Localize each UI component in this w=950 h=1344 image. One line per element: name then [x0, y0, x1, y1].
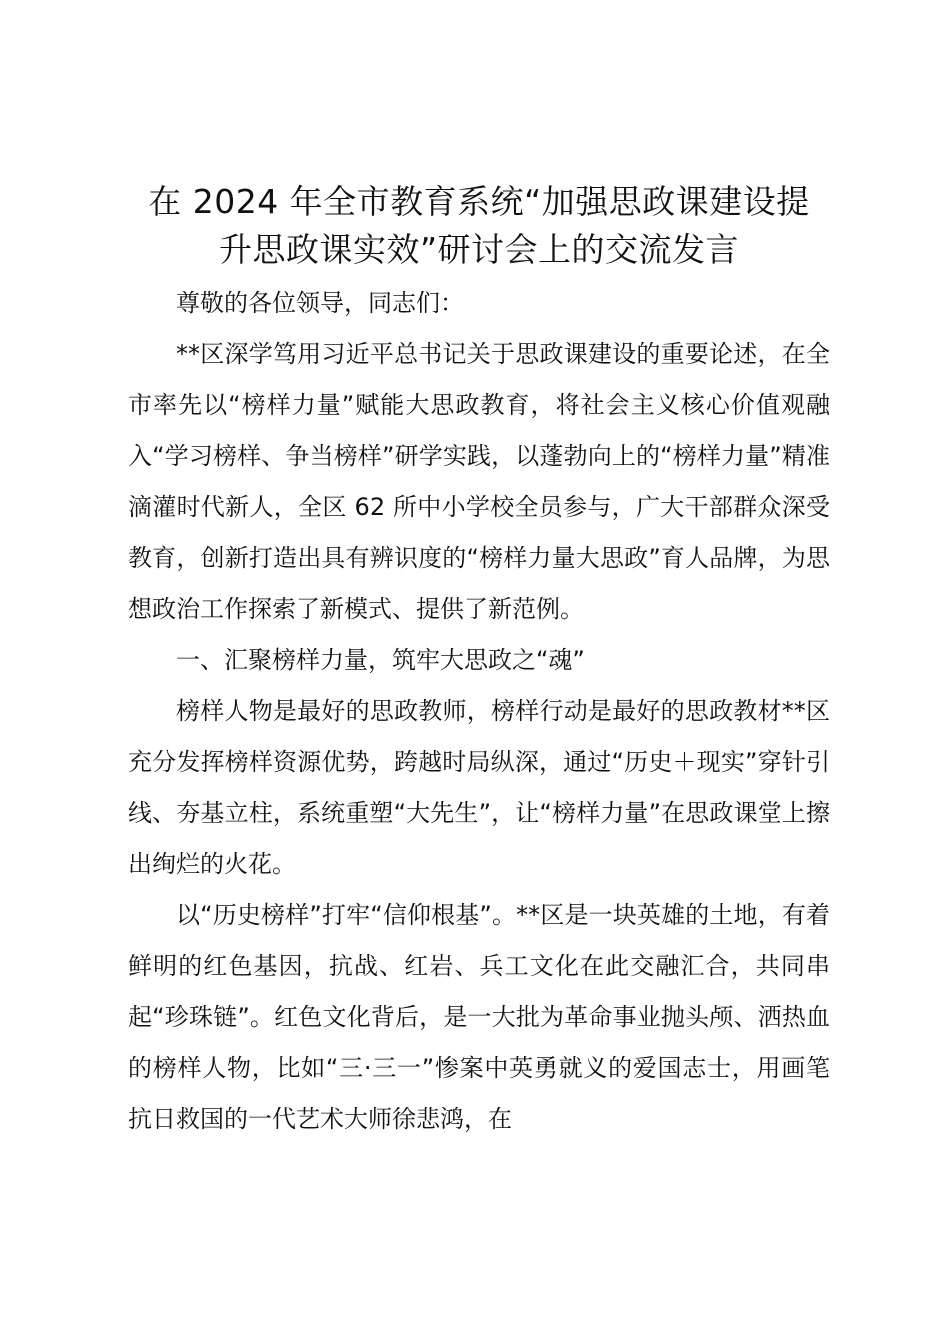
title-line-2: 升思政课实效”研讨会上的交流发言: [218, 230, 740, 269]
section-heading-1: 一、汇聚榜样力量，筑牢大思政之“魂”: [176, 646, 585, 674]
paragraph-historical-models: 以“历史榜样”打牢“信仰根基”。**区是一块英雄的土地，有着鲜明的红色基因，抗战、红岩、兵工文化在此交融汇合，共同串起“珍珠链”。红色文化背后，是一大批为革命事业抛头颅、洒热血的榜样人物，比如“三·三一”惨案中英勇就义的爱国志士，用画笔抗日救国的一代艺术大师徐悲鸿，在: [128, 901, 830, 1133]
document-title: [128, 178, 830, 274]
paragraph-role-models: 榜样人物是最好的思政教师，榜样行动是最好的思政教材**区充分发挥榜样资源优势，跨越时局纵深，通过“历史＋现实”穿针引线、夯基立柱，系统重塑“大先生”，让“榜样力量”在思政课堂上擦出绚烂的火花。: [128, 697, 830, 878]
document-page: [128, 178, 830, 1145]
title-line-1: 在 2024 年全市教育系统“加强思政课建设提: [148, 182, 810, 221]
salutation: 尊敬的各位领导，同志们：: [176, 289, 464, 317]
paragraph-intro: **区深学笃用习近平总书记关于思政课建设的重要论述，在全市率先以“榜样力量”赋能大思政教育，将社会主义核心价值观融入“学习榜样、争当榜样”研学实践，以蓬勃向上的“榜样力量”精准滴灌时代新人，全区 62 所中小学校全员参与，广大干部群众深受教育，创新打造出具有辨识度的“榜样力量大思政”育人品牌，为思想政治工作探索了新模式、提供了新范例。: [128, 340, 830, 623]
